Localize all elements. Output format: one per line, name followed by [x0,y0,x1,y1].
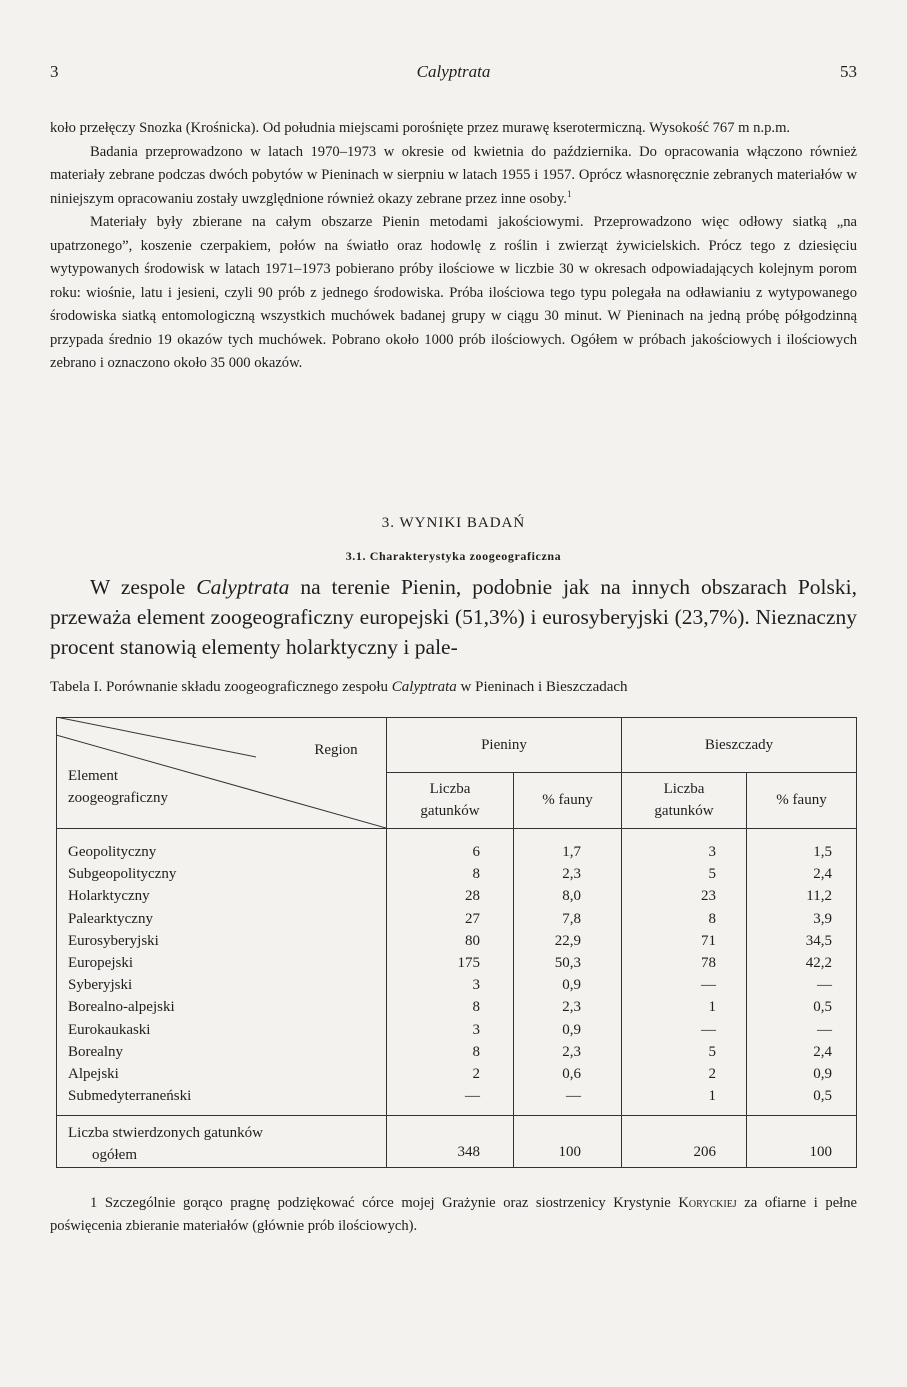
row-bieszczady-percent: 0,5 [813,1088,832,1104]
count-header-line: Liczba [429,781,471,797]
count-header-line: gatunków [654,803,714,819]
row-bieszczady-percent: 34,5 [805,933,832,949]
paragraph-text: Badania przeprowadzono w latach 1970–1973 w okresie od kwietnia do października. Do opracowania włączono również materiały zebrane podczas dwóch pobytów w Pieninach w sierpniu w latach 1955 i 1957. Oprócz własnoręcznie zebranych materiałów w niniejszym opracowaniu zostały uwzględnione również okazy zebrane przez inne osoby. [50,143,857,207]
total-label [68,1122,263,1166]
row-pieniny-percent: 2,3 [562,866,581,882]
footnote-text-before: Szczególnie gorąco pragnę podziękować córce mojej Grażynie oraz siostrzenicy Krystynie [97,1195,679,1211]
paragraph-text: Materiały były zbierane na całym obszarze Pienin metodami jakościowymi. Przeprowadzono więc odłowy siatką „na upatrzonego”, koszenie czerpakiem, połów na światło oraz hodowlę z roślin i zwierząt żywicielskich. Prócz tego z dziesięciu wytypowanych środowisk w latach 1971–1973 pobierano próby ilościowe w liczbie 30 w okresach odpowiadających kolejnym porom roku: wiośnie, latu i jesieni, czyli 90 prób z jednego środowiska. Próba ilościowa tego typu polegała na odławianiu z wytypowanego środowiska siatką entomologiczną wszystkich muchówek badanej grupy w ciągu 30 minut. W Pieninach na jedną próbę półgodzinną przypada średnio 19 okazów tych muchówek. Pobrano około 1000 prób ilościowych. Ogółem w próbach jakościowych i ilościowych zebrano i oznaczono około 35 000 okazów. [50,214,857,371]
row-bieszczady-count: 1 [708,999,716,1015]
row-bieszczady-count: 5 [708,866,716,882]
element-header-line: Element [68,768,118,784]
taxon-name: Calyptrata [391,679,457,695]
paragraph [50,117,857,141]
pieniny-count-header [387,778,513,822]
row-bieszczady-count: 71 [701,933,716,949]
row-bieszczady-percent: 3,9 [813,911,832,927]
chapter-number: 3 [50,62,59,81]
row-pieniny-percent: 50,3 [554,955,581,971]
row-bieszczady-percent: — [817,977,832,993]
paragraph-text: koło przełęczy Snozka (Krośnicka). Od południa miejscami porośnięte przez murawę kserotermiczną. Wysokość 767 m n.p.m. [50,120,791,136]
row-element-name: Borealny [68,1044,123,1060]
region-header: Region [314,742,358,758]
row-pieniny-count: 28 [465,888,480,904]
taxon-name: Calyptrata [196,575,290,599]
paragraph [50,141,857,212]
vertical-rule [856,717,857,1168]
total-pieniny-count: 348 [457,1144,480,1160]
row-element-name: Geopolityczny [68,844,157,860]
total-label-line: Liczba stwierdzonych gatunków [68,1125,263,1141]
page-number: 53 [840,62,857,81]
row-pieniny-count: 2 [472,1066,480,1082]
row-pieniny-count: 27 [465,911,480,927]
row-pieniny-count: 80 [465,933,480,949]
row-bieszczady-count: 3 [708,844,716,860]
count-header-line: Liczba [663,781,705,797]
total-bieszczady-percent: 100 [809,1144,832,1160]
row-pieniny-percent: 7,8 [562,911,581,927]
row-element-name: Europejski [68,955,133,971]
bieszczady-count-header [622,778,746,822]
total-top-rule [56,1115,856,1116]
row-pieniny-count: 175 [457,955,480,971]
footnote-reference: 1 [566,188,572,199]
footnote-marker: 1 [90,1195,98,1211]
row-pieniny-percent: 0,9 [562,1022,581,1038]
footnote [50,1192,857,1238]
results-paragraph [50,572,857,662]
element-header [68,765,168,809]
row-pieniny-count: 3 [472,977,480,993]
row-bieszczady-percent: 1,5 [813,844,832,860]
row-bieszczady-count: 23 [701,888,716,904]
total-label-line: ogółem [92,1147,137,1163]
total-pieniny-percent: 100 [558,1144,581,1160]
row-pieniny-percent: 1,7 [562,844,581,860]
pieniny-header: Pieniny [481,737,527,753]
methods-text [50,117,857,376]
bieszczady-header: Bieszczady [704,737,774,753]
row-bieszczady-count: 2 [708,1066,716,1082]
footnote-text-after: za ofiarne i pełne poświęcenia zbieranie materiałów (głównie prób ilościowych). [50,1195,857,1234]
row-element-name: Syberyjski [68,977,133,993]
row-pieniny-percent: 8,0 [562,888,581,904]
row-element-name: Alpejski [68,1066,119,1082]
person-name: Koryckiej [678,1195,737,1211]
caption-text-before: Porównanie składu zoogeograficznego zespołu [102,679,392,695]
element-header-line: zoogeograficzny [68,790,168,806]
row-bieszczady-percent: 11,2 [806,888,832,904]
caption-text-after: w Pieninach i Bieszczadach [456,679,628,695]
row-bieszczady-count: 5 [708,1044,716,1060]
row-element-name: Palearktyczny [68,911,153,927]
row-pieniny-percent: 22,9 [554,933,581,949]
lead-text-after: na terenie Pienin, podobnie jak na innych obszarach Polski, przeważa element zoogeograficzny europejski (51,3%) i eurosyberyjski (23,7%). Nieznaczny procent stanowią elementy holarktyczny i pale- [50,575,857,659]
row-bieszczady-percent: 2,4 [813,866,832,882]
row-pieniny-count: — [465,1088,480,1104]
row-pieniny-percent: 2,3 [562,999,581,1015]
row-pieniny-count: 3 [472,1022,480,1038]
row-bieszczady-count: — [701,1022,716,1038]
row-bieszczady-count: — [701,977,716,993]
row-bieszczady-count: 78 [701,955,716,971]
row-pieniny-count: 8 [472,866,480,882]
row-element-name: Eurosyberyjski [68,933,159,949]
paragraph [50,572,857,662]
subsection-heading: 3.1. Charakterystyka zoogeograficzna [345,549,562,563]
row-bieszczady-count: 1 [708,1088,716,1104]
total-bieszczady-count: 206 [693,1144,716,1160]
row-element-name: Holarktyczny [68,888,150,904]
running-title: Calyptrata [416,62,491,81]
row-pieniny-percent: 0,6 [562,1066,581,1082]
table-label: Tabela I. [50,679,103,695]
row-element-name: Submedyterraneński [68,1088,192,1104]
row-bieszczady-percent: 0,9 [813,1066,832,1082]
count-header-line: gatunków [420,803,480,819]
row-bieszczady-percent: 2,4 [813,1044,832,1060]
lead-text-before: W zespole [90,575,197,599]
row-bieszczady-percent: — [817,1022,832,1038]
pieniny-percent-header: % fauny [542,792,593,808]
row-pieniny-count: 8 [472,1044,480,1060]
section-heading: 3. WYNIKI BADAŃ [381,515,526,531]
row-bieszczady-percent: 42,2 [805,955,832,971]
paragraph [50,211,857,376]
row-element-name: Eurokaukaski [68,1022,151,1038]
row-pieniny-count: 6 [472,844,480,860]
footnote-paragraph [50,1192,857,1238]
running-head [50,62,857,86]
row-element-name: Subgeopolityczny [68,866,177,882]
row-pieniny-percent: — [566,1088,581,1104]
table-caption [50,679,857,696]
row-pieniny-percent: 2,3 [562,1044,581,1060]
row-pieniny-percent: 0,9 [562,977,581,993]
row-pieniny-count: 8 [472,999,480,1015]
comparison-table [56,717,856,1168]
row-element-name: Borealno-alpejski [68,999,175,1015]
table-bottom-rule [56,1167,856,1168]
bieszczady-percent-header: % fauny [776,792,827,808]
row-bieszczady-percent: 0,5 [813,999,832,1015]
row-bieszczady-count: 8 [708,911,716,927]
